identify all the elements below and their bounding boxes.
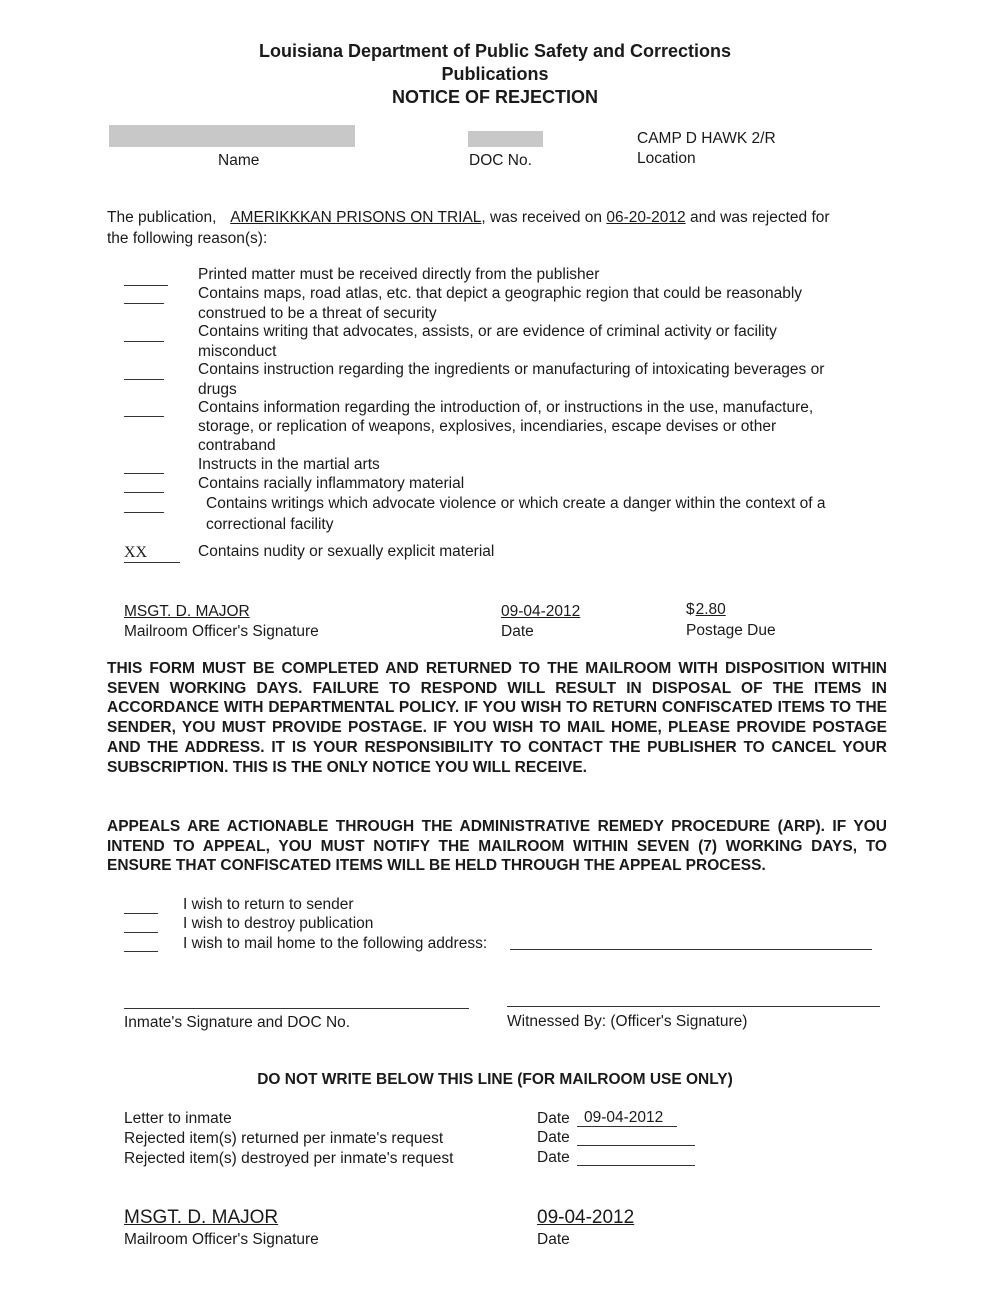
intro-line (107, 208, 830, 227)
inmate-signature-line[interactable] (124, 1008, 469, 1009)
dollar-sign: $ (686, 601, 695, 618)
reason-blank[interactable] (124, 285, 168, 286)
reason-blank[interactable] (124, 473, 164, 474)
intro-suffix: and was rejected for (689, 209, 830, 226)
rejection-date: 09-04-2012 (501, 603, 581, 620)
department-title: Louisiana Department of Public Safety and Corrections (258, 41, 732, 61)
reason-text: Contains maps, road atlas, etc. that depict a geographic region that could be reasonably (198, 285, 803, 302)
mailroom-date-line[interactable] (577, 1145, 695, 1146)
postage-due-amount (686, 600, 726, 619)
intro-prefix: The publication, (107, 209, 217, 226)
option-destroy: I wish to destroy publication (183, 915, 374, 932)
document-title: NOTICE OF REJECTION (391, 87, 598, 107)
reason-blank[interactable] (124, 512, 164, 513)
reason-text: Printed matter must be received directly from the publisher (198, 266, 600, 283)
reason-text: Contains instruction regarding the ingredients or manufacturing of intoxicating beverages or (198, 361, 825, 378)
reason-text: Contains racially inflammatory material (198, 475, 465, 492)
final-officer-signature: MSGT. D. MAJOR (124, 1207, 279, 1228)
intro-middle: , was received on (481, 209, 603, 226)
reason-text: drugs (198, 381, 237, 398)
reason-text: Contains writings which advocate violence or which create a danger within the context of a (206, 495, 826, 512)
reason-blank[interactable] (124, 341, 164, 342)
officer-signature: MSGT. D. MAJOR (124, 603, 250, 620)
received-date: 06-20-2012 (606, 209, 686, 226)
mailroom-row-label: Letter to inmate (124, 1110, 232, 1127)
postage-due-label: Postage Due (686, 622, 776, 639)
publication-title: AMERIKKKAN PRISONS ON TRIAL (230, 209, 482, 226)
reason-blank[interactable] (124, 562, 180, 563)
reason-text: correctional facility (206, 516, 334, 533)
name-redaction (109, 125, 355, 147)
witness-signature-label: Witnessed By: (Officer's Signature) (507, 1013, 748, 1030)
mailroom-row-label: Rejected item(s) returned per inmate's request (124, 1130, 444, 1147)
reason-blank[interactable] (124, 379, 164, 380)
postage-value: 2.80 (695, 601, 726, 618)
mailroom-date-label: Date (537, 1149, 570, 1166)
option-blank[interactable] (124, 932, 158, 933)
witness-signature-line[interactable] (507, 1006, 880, 1007)
reason-text: contraband (198, 437, 276, 454)
reason-text: Instructs in the martial arts (198, 456, 380, 473)
final-date: 09-04-2012 (537, 1207, 635, 1228)
location-label: Location (637, 150, 696, 167)
reason-text: Contains information regarding the introduction of, or instructions in the use, manufacture, (198, 399, 814, 416)
option-mail-home: I wish to mail home to the following address: (183, 935, 488, 952)
appeals-paragraph: APPEALS ARE ACTIONABLE THROUGH THE ADMINISTRATIVE REMEDY PROCEDURE (ARP). IF YOU INTEND TO APPEAL, YOU MUST NOTIFY THE MAILROOM WITHIN SEVEN (7) WORKING DAYS, TO ENSURE THAT CONFISCATED ITEMS WILL BE HELD THROUGH THE APPEAL PROCESS. (107, 818, 887, 875)
mailroom-date-label: Date (537, 1129, 570, 1146)
reason-blank[interactable] (124, 492, 164, 493)
final-officer-signature-label: Mailroom Officer's Signature (124, 1231, 319, 1248)
reason-blank[interactable] (124, 303, 164, 304)
reason-blank[interactable] (124, 416, 164, 417)
mailroom-date-line[interactable] (577, 1165, 695, 1166)
reason-text: misconduct (198, 343, 277, 360)
option-blank[interactable] (124, 913, 158, 914)
intro-line-2: the following reason(s): (107, 230, 268, 247)
final-date-label: Date (537, 1231, 570, 1248)
location-value: CAMP D HAWK 2/R (637, 130, 776, 147)
reason-text: construed to be a threat of security (198, 305, 437, 322)
mailroom-date-line[interactable] (577, 1126, 677, 1127)
name-label: Name (218, 152, 260, 169)
option-return-to-sender: I wish to return to sender (183, 896, 354, 913)
reason-mark: XX (124, 544, 148, 561)
reason-text: Contains writing that advocates, assists, or are evidence of criminal activity or facility (198, 323, 777, 340)
rejection-date-label: Date (501, 623, 534, 640)
section-title: Publications (441, 64, 549, 84)
mailroom-date-label: Date (537, 1110, 570, 1127)
option-blank[interactable] (124, 951, 158, 952)
notice-paragraph: THIS FORM MUST BE COMPLETED AND RETURNED TO THE MAILROOM WITH DISPOSITION WITHIN SEVEN WORKING DAYS. FAILURE TO RESPOND WILL RESULT IN DISPOSAL OF THE ITEMS IN ACCORDANCE WITH DEPARTMENTAL POLICY. IF YOU WISH TO RETURN CONFISCATED ITEMS TO THE SENDER, YOU MUST PROVIDE POSTAGE. IF YOU WISH TO MAIL HOME, PLEASE PROVIDE POSTAGE AND THE ADDRESS. IT IS YOUR RESPONSIBILITY TO CONTACT THE PUBLISHER TO CANCEL YOUR SUBSCRIPTION. THIS IS THE ONLY NOTICE YOU WILL RECEIVE. (107, 660, 887, 776)
inmate-signature-label: Inmate's Signature and DOC No. (124, 1014, 351, 1031)
mailroom-row-label: Rejected item(s) destroyed per inmate's request (124, 1150, 454, 1167)
mailing-address-line[interactable] (510, 949, 872, 950)
reason-text: Contains nudity or sexually explicit material (198, 543, 495, 560)
doc-number-redaction (468, 131, 543, 147)
officer-signature-label: Mailroom Officer's Signature (124, 623, 319, 640)
mailroom-date-value: 09-04-2012 (584, 1109, 664, 1126)
doc-number-label: DOC No. (469, 152, 532, 169)
reason-text: storage, or replication of weapons, explosives, incendiaries, escape devises or other (198, 418, 777, 435)
mailroom-heading: DO NOT WRITE BELOW THIS LINE (FOR MAILROOM USE ONLY) (257, 1071, 733, 1088)
